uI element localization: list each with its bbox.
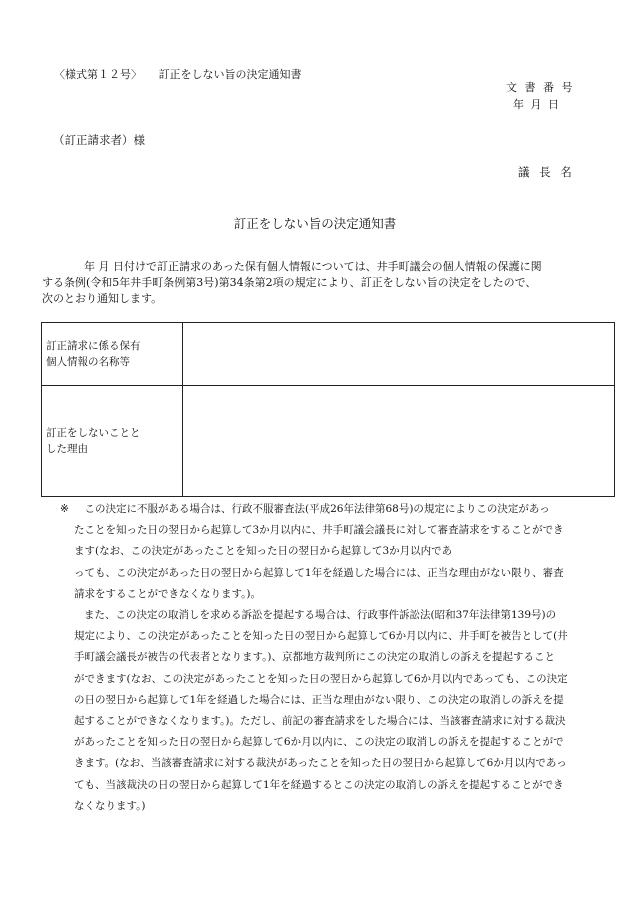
note-line: ます(なお、この決定があったことを知った日の翌日から起算して3か月以内であ [74,545,453,558]
info-value-name [183,323,615,386]
table-row [42,323,615,386]
form-label: 〈様式第１２号〉 訂正をしない旨の決定通知書 [54,68,302,81]
chairperson-name: 議 長 名 [518,165,575,179]
note-line: の日の翌日から起算して1年を経過した場合には、正当な理由がない限り、この決定の取消しの訴えを提 [74,693,564,706]
info-value-reason [183,386,615,497]
label-line: した理由 [46,443,88,455]
intro-line: する条例(令和5年井手町条例第3号)第34条第2項の規定により、訂正をしない旨の決定をしたので、 [42,276,537,289]
notes-section [60,499,615,817]
table-row [42,386,615,497]
info-label-name [42,323,183,386]
note-line: たことを知った日の翌日から起算して3か月以内に、井手町議会議長に対して審査請求をすることができ [74,524,564,537]
note-line: っても、この決定があった日の翌日から起算して1年を経過した場合には、正当な理由がない限り、審査 [74,566,564,579]
document-title: 訂正をしない旨の決定通知書 [233,216,397,231]
label-line: 訂正請求に係る保有 [46,340,141,352]
note-line: 手町議会議長が被告の代表者となります。)、京都地方裁判所にこの決定の取消しの訴えを提起すること [74,651,556,664]
label-line: 個人情報の名称等 [46,356,130,368]
note-mark: ※ [60,503,69,515]
intro-line: 次のとおり通知します。 [42,292,163,305]
recipient: （訂正請求者）様 [53,133,145,147]
note-line: また、この決定の取消しを求める訴訟を提起する場合は、行政事件訴訟法(昭和37年法律第139号)の [84,609,557,622]
note-line: ※ この決定に不服がある場合は、行政不服審査法(平成26年法律第68号)の規定によりこの決定があっ [74,499,615,520]
note-line: 規定により、この決定があったことを知った日の翌日から起算して6か月以内に、井手町を被告として(井 [74,630,568,643]
note-line: なくなります。) [74,799,146,812]
note-line: 起することができなくなります。)。ただし、前記の審査請求をした場合には、当該審査請求に対する裁決 [74,715,566,728]
note-line: ができます(なお、この決定があったことを知った日の翌日から起算して6か月以内であっても、この決定 [74,672,568,685]
label-line: 訂正をしないことと [46,427,141,439]
note-line: ても、当該裁決の日の翌日から起算して1年を経過するとこの決定の取消しの訴えを提起することができ [74,778,564,791]
info-label-reason [42,386,183,497]
info-table [41,322,615,497]
note-line: きます。(なお、当該審査請求に対する裁決があったことを知った日の翌日から起算して6か月以内であっ [74,757,567,770]
document-date: 年 月 日 [513,98,559,111]
intro-paragraph [42,259,612,307]
intro-line: 年 月 日付けで訂正請求のあった保有個人情報については、井手町議会の個人情報の保護に関 [84,260,542,273]
note-line: 請求をすることができなくなります。)。 [74,587,262,600]
document-number: 文 書 番 号 [506,81,575,94]
note-line: があったことを知った日の翌日から起算して6か月以内に、この決定の取消しの訴えを提起することがで [74,736,564,749]
